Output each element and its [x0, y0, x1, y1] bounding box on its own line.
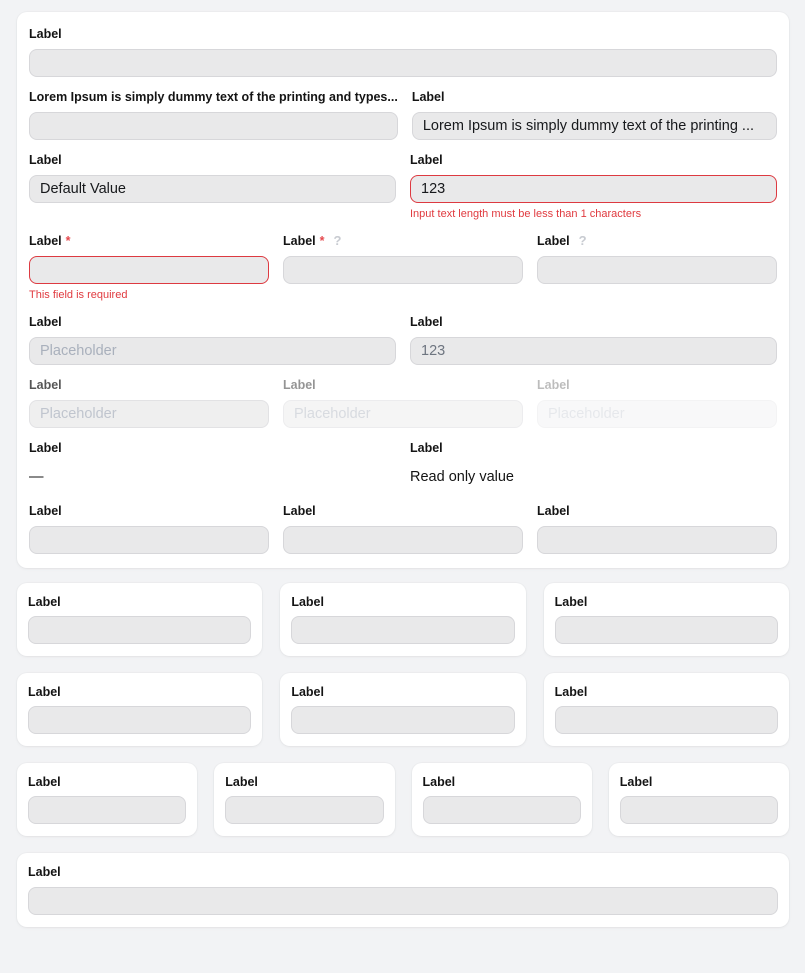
field-label-row — [283, 503, 523, 518]
form-row — [29, 377, 777, 428]
form-field — [29, 26, 777, 77]
form-field-readonly — [29, 440, 396, 491]
field-label-row — [291, 594, 514, 609]
field-label-row — [29, 26, 777, 41]
text-input[interactable] — [537, 256, 777, 284]
field-label-row — [28, 774, 186, 789]
form-row — [29, 89, 777, 140]
number-input[interactable] — [410, 337, 777, 365]
form-row — [29, 233, 777, 302]
form-field — [29, 89, 398, 140]
field-label-row — [29, 152, 396, 167]
field-label-row — [28, 594, 251, 609]
field-label: Label — [422, 774, 456, 789]
field-label: Label — [28, 774, 61, 789]
text-input[interactable] — [423, 796, 581, 824]
field-label: Label — [537, 503, 570, 518]
form-row — [29, 503, 777, 554]
form-field — [29, 314, 396, 365]
text-input[interactable] — [412, 112, 777, 140]
field-label: Label — [410, 314, 443, 329]
field-card — [17, 583, 262, 656]
field-label: Label — [29, 233, 62, 248]
field-label: Label — [28, 594, 61, 609]
field-label-row — [620, 774, 778, 789]
field-label: Lorem Ipsum is simply dummy text of the printing and types... — [29, 89, 398, 104]
field-card — [280, 583, 525, 656]
field-label-row — [225, 774, 383, 789]
required-asterisk: * — [319, 233, 325, 248]
form-field-disabled — [283, 377, 523, 428]
text-input[interactable] — [28, 887, 778, 915]
form-field — [410, 314, 777, 365]
text-input-disabled — [537, 400, 777, 428]
card-grid-4 — [17, 763, 789, 836]
form-field-disabled — [29, 377, 269, 428]
field-label: Label — [29, 440, 62, 455]
text-input[interactable] — [291, 616, 514, 644]
form-row — [29, 152, 777, 221]
form-row — [29, 26, 777, 77]
field-label: Label — [537, 233, 570, 248]
field-label-row — [29, 233, 269, 248]
form-field — [412, 89, 777, 140]
field-label: Label — [291, 594, 324, 609]
field-label: Label — [29, 26, 62, 41]
text-input[interactable] — [29, 175, 396, 203]
field-label: Label — [619, 774, 653, 789]
field-label: Label — [537, 377, 570, 392]
text-input[interactable] — [28, 706, 251, 734]
field-label: Label — [29, 377, 62, 392]
field-label: Label — [283, 503, 316, 518]
field-label-row — [410, 314, 777, 329]
required-asterisk: * — [65, 233, 71, 248]
field-label-row — [423, 774, 581, 789]
form-field — [283, 503, 523, 554]
field-label: Label — [283, 377, 316, 392]
text-input[interactable] — [537, 526, 777, 554]
form-row — [29, 440, 777, 491]
field-label: Label — [29, 152, 62, 167]
text-input-placeholder[interactable] — [29, 337, 396, 365]
text-input[interactable] — [29, 112, 398, 140]
error-message: This field is required — [29, 289, 128, 301]
field-label-row — [537, 503, 777, 518]
field-label: Label — [283, 233, 316, 248]
field-label: Label — [291, 684, 324, 699]
form-field — [29, 503, 269, 554]
text-input[interactable] — [225, 796, 383, 824]
form-field — [537, 233, 777, 302]
form-row — [29, 314, 777, 365]
field-label: Label — [28, 864, 61, 879]
text-input-disabled — [283, 400, 523, 428]
form-field — [283, 233, 523, 302]
main-form-card — [17, 12, 789, 568]
field-label-row — [555, 594, 778, 609]
field-label-row — [410, 440, 777, 455]
field-label-row — [29, 89, 398, 104]
text-input-error[interactable] — [410, 175, 777, 203]
help-icon[interactable]: ? — [578, 233, 587, 248]
field-label-row — [412, 89, 777, 104]
field-label: Label — [225, 774, 258, 789]
field-label: Label — [554, 684, 588, 699]
text-input[interactable] — [29, 526, 269, 554]
field-label-row — [291, 684, 514, 699]
field-label: Label — [410, 440, 443, 455]
text-input-required[interactable] — [29, 256, 269, 284]
field-label-row — [29, 503, 269, 518]
text-input[interactable] — [620, 796, 778, 824]
field-label: Label — [554, 594, 588, 609]
field-card — [412, 763, 592, 836]
text-input[interactable] — [291, 706, 514, 734]
form-field — [29, 233, 269, 302]
form-field-readonly — [410, 440, 777, 491]
field-card — [544, 673, 789, 746]
help-icon[interactable]: ? — [333, 233, 342, 248]
text-input[interactable] — [555, 706, 778, 734]
field-card — [17, 673, 262, 746]
card-grid-3-row1 — [17, 583, 789, 656]
text-input[interactable] — [28, 796, 186, 824]
field-label-row — [537, 377, 777, 392]
text-input[interactable] — [29, 49, 777, 77]
field-label-row — [29, 440, 396, 455]
field-card — [17, 763, 197, 836]
readonly-value: — — [29, 469, 44, 485]
field-label-row — [283, 377, 523, 392]
field-card — [214, 763, 394, 836]
field-label-row — [555, 684, 778, 699]
field-label: Label — [28, 684, 61, 699]
field-label-row — [537, 233, 777, 248]
field-label-row — [29, 314, 396, 329]
field-label-row — [28, 684, 251, 699]
field-label: Label — [29, 314, 62, 329]
card-grid-3-row2 — [17, 673, 789, 746]
field-label-row — [410, 152, 777, 167]
form-field — [537, 503, 777, 554]
field-card — [544, 583, 789, 656]
field-card — [609, 763, 789, 836]
readonly-value: Read only value — [410, 469, 514, 485]
full-width-field-card — [17, 853, 789, 927]
field-label-row — [28, 864, 778, 879]
field-label-row — [29, 377, 269, 392]
form-field — [29, 152, 396, 221]
field-label: Label — [29, 503, 62, 518]
text-input[interactable] — [28, 616, 251, 644]
field-label: Label — [411, 89, 445, 104]
form-field-disabled — [537, 377, 777, 428]
field-label-row — [283, 233, 523, 248]
form-field — [410, 152, 777, 221]
text-input-disabled — [29, 400, 269, 428]
text-input[interactable] — [555, 616, 778, 644]
text-input-required[interactable] — [283, 256, 523, 284]
field-label: Label — [410, 152, 443, 167]
error-message: Input text length must be less than 1 characters — [410, 208, 642, 220]
text-input[interactable] — [283, 526, 523, 554]
field-card — [280, 673, 525, 746]
